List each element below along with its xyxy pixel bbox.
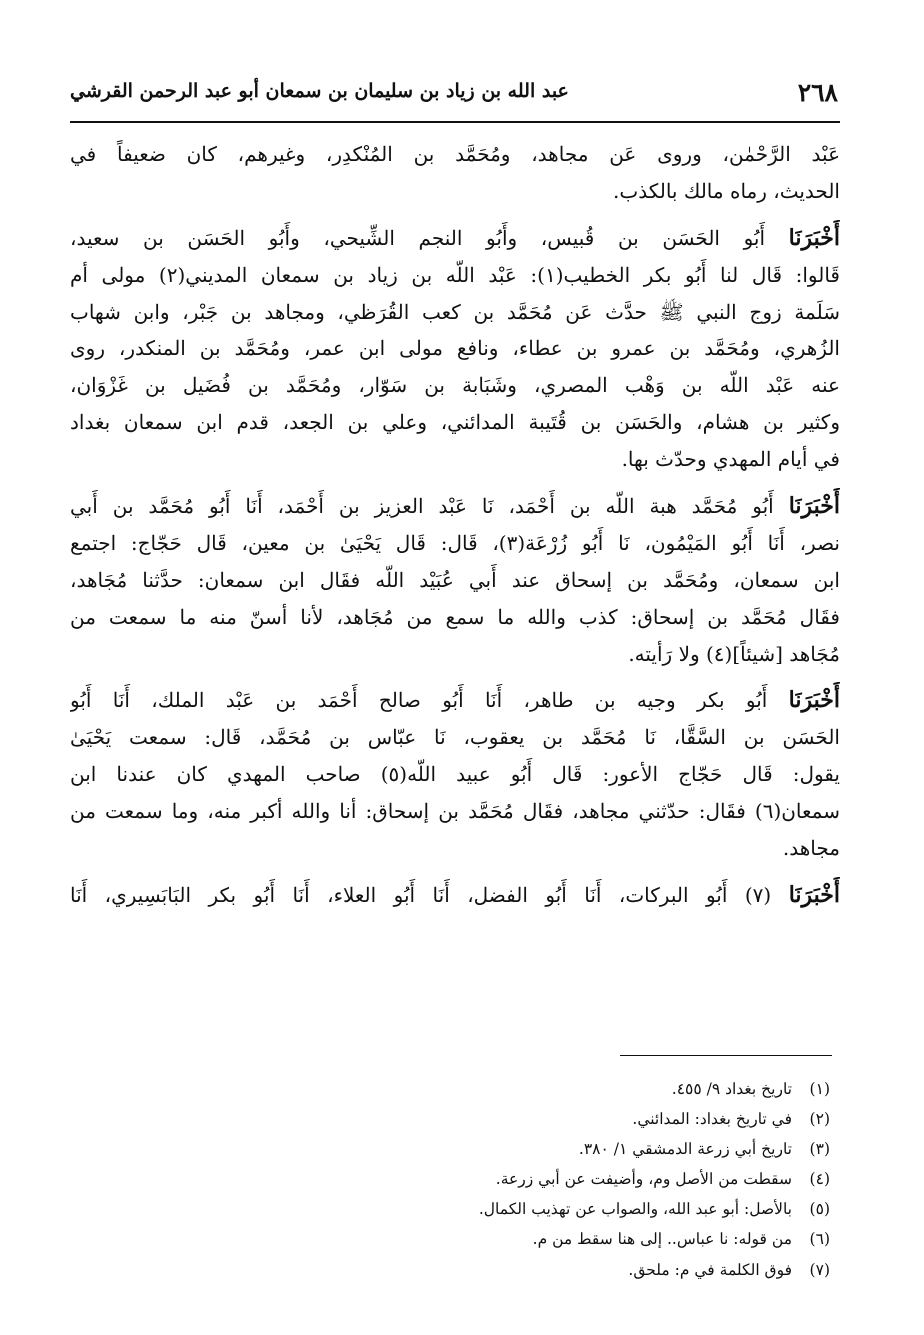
lead-word: أَخْبَرَنَا (788, 224, 840, 251)
footnote-text: بالأصل: أبو عبد الله، والصواب عن تهذيب الكمال. (478, 1200, 792, 1219)
footnote-number: (٦) (809, 1230, 830, 1249)
footnote (300, 1104, 830, 1134)
footnote-text: تاريخ بغداد ٩/ ٤٥٥. (671, 1080, 792, 1098)
footnote-number: (٣) (809, 1140, 830, 1159)
footnote (300, 1134, 830, 1164)
text-line-rest: أَبُو مُحَمَّد هبة اللّه بن أَحْمَد، نَا عَبْد العزيز بن أَحْمَد، أَنَا أَبُو مُحَمَّد بن أَبي (70, 494, 774, 519)
footnote (300, 1074, 830, 1104)
body-text (70, 136, 840, 914)
text-line: في أيام المهدي وحدّث بها. (621, 447, 840, 472)
footnote (300, 1255, 830, 1285)
text-line: مُجَاهد [شيئاً](٤) ولا رَأيته. (628, 641, 840, 666)
footnote (300, 1224, 830, 1254)
footnote-rule (620, 1055, 832, 1056)
footnote-number: (٧) (809, 1260, 830, 1279)
text-line-rest: أَبُو الحَسَن بن قُبيس، وأَبُو النجم الشِّيحي، وأَبُو الحَسَن بن سعيد، (70, 225, 766, 250)
footnote-number: (١) (809, 1080, 830, 1098)
header-rule (70, 121, 840, 123)
text-line: نصر، أَنَا أَبُو المَيْمُون، نَا أَبُو زُرْعَة(٣)، قَال: قَال يَحْيَىٰ بن معين، قَال حَجّاج: اجتمع (70, 530, 840, 555)
text-line: سمعان(٦) فقَال: حدّثني مجاهد، فقَال مُحَمَّد بن إسحاق: أنا والله أكبر منه، وما سمعت من (70, 799, 840, 824)
text-line: الزُهري، ومُحَمَّد بن عمرو بن عطاء، ونافع مولى ابن عمر، ومُحَمَّد بن المنكدر، روى (70, 336, 840, 361)
text-line: وكثير بن هشام، والحَسَن بن قُتَيبة المدائني، وعلي بن الجعد، قدم ابن سمعان بغداد (70, 410, 840, 435)
footnote-text: فوق الكلمة في م: ملحق. (628, 1260, 792, 1279)
text-line: سَلَمة زوج النبي ﷺ حدَّث عَن مُحَمَّد بن كعب القُرَظي، ومجاهد بن جَبْر، وابن شهاب (70, 299, 840, 324)
footnote-text: تاريخ أبي زرعة الدمشقي ١/ ٣٨٠. (578, 1140, 792, 1159)
footnote-number: (٤) (809, 1170, 830, 1189)
text-line: ابن سمعان، ومُحَمَّد بن إسحاق عند أَبي عُبَيْد اللّه فقَال ابن سمعان: حدَّثنا مُجَاهد، (70, 567, 840, 592)
footnote-text: في تاريخ بغداد: المدائني. (632, 1110, 792, 1129)
footnotes (300, 1074, 830, 1285)
page-number: ٢٦٨ (797, 78, 838, 107)
footnote (300, 1164, 830, 1194)
text-line: الحَسَن بن السَّقَّا، نَا مُحَمَّد بن يعقوب، نَا عبّاس بن مُحَمَّد، قَال: سمعت يَحْيَىٰ (70, 725, 840, 750)
text-line-rest: (٧) أَبُو البركات، أَنَا أَبُو الفضل، أَنَا أَبُو العلاء، أَنَا أَبُو بكر البَابَسِيري، أَنَا (70, 882, 772, 907)
text-line: فقَال مُحَمَّد بن إسحاق: كذب والله ما سمع من مُجَاهد، لأنا أسنّ منه ما سمعت من (70, 604, 840, 629)
running-title: عبد الله بن زياد بن سليمان بن سمعان أبو عبد الرحمن القرشي (70, 80, 569, 102)
footnote-text: سقطت من الأصل وم، وأضيفت عن أبي زرعة. (495, 1170, 792, 1189)
text-line: قَالوا: قَال لنا أَبُو بكر الخطيب(١): عَبْد اللّه بن زياد بن سمعان المديني(٢) مولى أم (70, 262, 840, 287)
text-line: الحديث، رماه مالك بالكذب. (613, 178, 840, 203)
lead-word: أَخْبَرَنَا (788, 493, 840, 520)
lead-word: أَخْبَرَنَا (788, 687, 840, 714)
footnote-text: من قوله: نا عباس.. إلى هنا سقط من م. (532, 1230, 792, 1249)
lead-word: أَخْبَرَنَا (788, 881, 840, 908)
page-header (70, 78, 838, 112)
text-line (70, 682, 840, 719)
footnote-number: (٥) (809, 1200, 830, 1219)
text-line-rest: أَبُو بكر وجيه بن طاهر، أَنَا أَبُو صالح أَحْمَد بن عَبْد الملك، أَنَا أَبُو (70, 688, 768, 713)
text-line: عَبْد الرَّحْمٰن، وروى عَن مجاهد، ومُحَمَّد بن المُنْكدِر، وغيرهم، كان ضعيفاً في (70, 142, 840, 166)
footnote-number: (٢) (809, 1110, 830, 1129)
text-line: عنه عَبْد اللّه بن وَهْب المصري، وشَبَابة بن سَوّار، ومُحَمَّد بن فُضَيل بن غَزْوَان، (70, 373, 840, 398)
text-line: يقول: قَال حَجّاج الأعور: قَال أَبُو عبيد اللّه(٥) صاحب المهدي كان عندنا ابن (70, 762, 840, 787)
text-line: مجاهد. (782, 836, 840, 861)
text-line (70, 220, 840, 257)
text-line (70, 877, 840, 914)
text-line (70, 488, 840, 525)
footnote (300, 1194, 830, 1224)
